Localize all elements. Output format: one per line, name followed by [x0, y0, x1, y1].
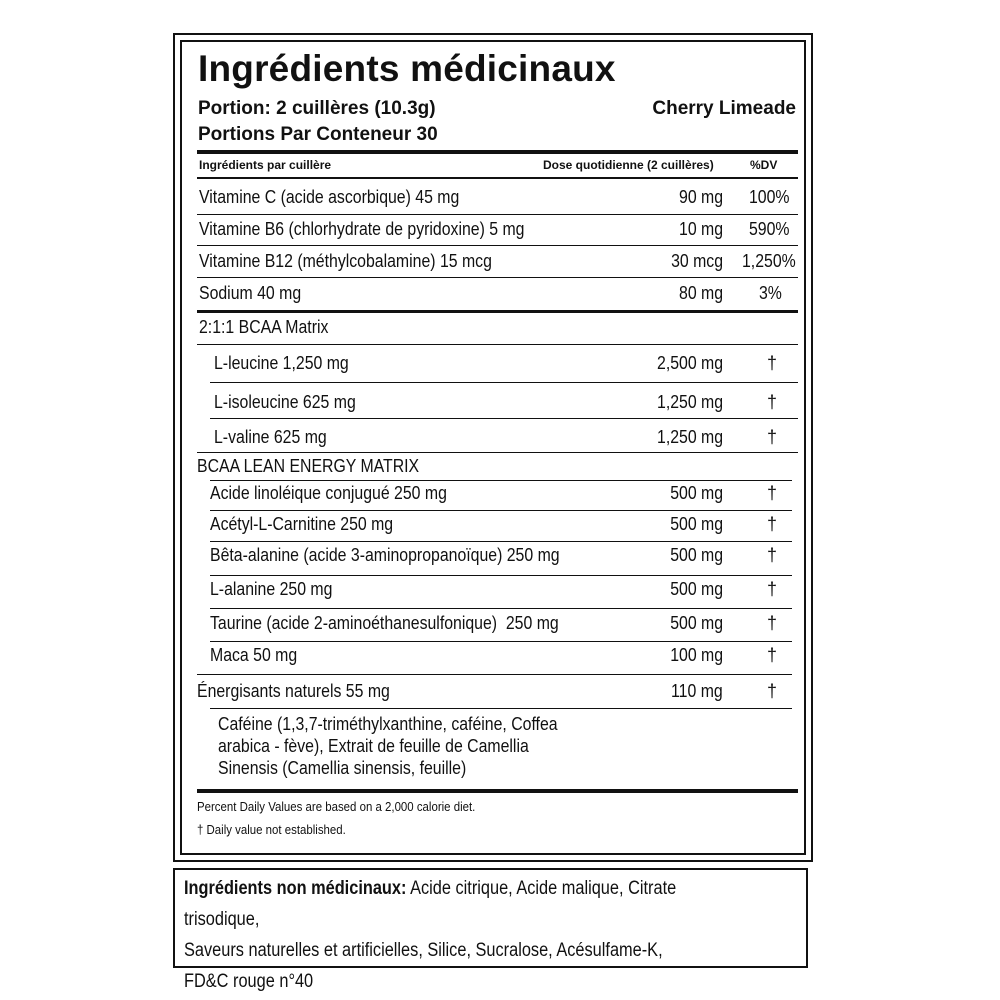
bcaa-heading: 2:1:1 BCAA Matrix	[199, 317, 329, 337]
table-row	[210, 514, 418, 535]
row-divider	[210, 382, 798, 383]
table-row	[214, 392, 375, 413]
row-divider	[210, 708, 792, 709]
portions-per-container: Portions Par Conteneur 30	[198, 124, 438, 145]
row-divider	[210, 608, 792, 609]
table-row	[210, 645, 309, 666]
row-divider	[197, 245, 798, 246]
table-row	[197, 681, 416, 702]
dose-value: 2,500 mg	[656, 353, 723, 373]
dv-value: 100%	[748, 187, 790, 207]
row-divider	[210, 418, 798, 419]
dv-value: †	[766, 353, 777, 373]
table-row	[199, 187, 495, 208]
non-medicinal-text: Ingrédients non médicinaux: Acide citrique, Acide malique, Citrate trisodique, Saveurs naturelles et artificielles, Silice, Sucralose, Acésulfame-K, FD&C rouge n°40	[184, 878, 677, 992]
footnote-dv-basis: Percent Daily Values are based on a 2,000 calorie diet.	[197, 799, 476, 814]
portion-size: Portion: 2 cuillères (10.3g)	[198, 98, 436, 119]
non-medicinal-ingredients-box	[173, 868, 808, 992]
dose-value: 1,250 mg	[656, 392, 723, 412]
dv-value: †	[766, 514, 777, 534]
ingredient-name: L-isoleucine 625 mg	[214, 392, 356, 412]
ingredient-name: L-alanine 250 mg	[210, 579, 333, 599]
table-row	[199, 283, 315, 304]
non-medicinal-label: Ingrédients non médicinaux:	[184, 878, 407, 899]
header-ingredients: Ingrédients par cuillère	[199, 158, 332, 172]
dv-value: †	[766, 545, 777, 565]
dose-value: 30 mcg	[671, 251, 723, 271]
table-row	[210, 613, 606, 634]
table-row	[199, 251, 532, 272]
thick-divider	[197, 310, 798, 313]
dose-value: 500 mg	[670, 579, 723, 599]
ingredient-name: Vitamine B6 (chlorhydrate de pyridoxine) 5 mg	[199, 219, 525, 239]
row-divider	[197, 344, 798, 345]
ingredient-name: Maca 50 mg	[210, 645, 298, 665]
dose-value: 500 mg	[670, 514, 723, 534]
dose-value: 100 mg	[670, 645, 723, 665]
dose-value: 110 mg	[671, 681, 723, 701]
row-divider	[210, 641, 792, 642]
ingredient-name: Sodium 40 mg	[199, 283, 302, 303]
dose-value: 90 mg	[678, 187, 723, 207]
table-row	[199, 219, 569, 240]
header-dv: %DV	[750, 158, 778, 172]
dv-value: 3%	[758, 283, 782, 303]
ingredient-name: Vitamine B12 (méthylcobalamine) 15 mcg	[199, 251, 492, 271]
dose-value: 80 mg	[678, 283, 723, 303]
ingredient-name: Bêta-alanine (acide 3-aminopropanoïque) 250 mg	[210, 545, 560, 565]
row-divider	[210, 575, 792, 576]
dv-value: †	[766, 645, 777, 665]
table-row	[210, 545, 607, 566]
row-divider	[197, 674, 792, 675]
dose-value: 500 mg	[670, 483, 723, 503]
row-divider	[210, 510, 792, 511]
flavor-name: Cherry Limeade	[652, 98, 796, 119]
panel-title: Ingrédients médicinaux	[198, 48, 616, 89]
ingredient-name: Taurine (acide 2-aminoéthanesulfonique) 250 mg	[210, 613, 559, 633]
table-row	[210, 483, 479, 504]
header-dose: Dose quotidienne (2 cuillères)	[543, 158, 714, 172]
row-divider	[197, 214, 798, 215]
dv-value: †	[766, 427, 777, 447]
table-row	[214, 353, 367, 374]
row-divider	[210, 541, 792, 542]
footnote-dagger: † Daily value not established.	[197, 822, 346, 837]
thick-divider	[197, 150, 798, 154]
dv-value: †	[766, 483, 777, 503]
dose-value: 1,250 mg	[656, 427, 723, 447]
table-row	[210, 579, 349, 600]
thick-divider	[197, 789, 798, 793]
dv-value: †	[766, 613, 777, 633]
dose-value: 500 mg	[670, 613, 723, 633]
ingredient-name: Acide linoléique conjugué 250 mg	[210, 483, 447, 503]
energy-detail: Caféine (1,3,7-triméthylxanthine, caféine, Coffea arabica - fève), Extrait de feuille de Camellia Sinensis (Camellia sinensis, feuille)	[218, 714, 558, 778]
row-divider	[210, 480, 792, 481]
dv-value: †	[766, 681, 777, 701]
supplement-facts-inner-border	[180, 40, 806, 855]
ingredient-name: Acétyl-L-Carnitine 250 mg	[210, 514, 394, 534]
ingredient-name: L-leucine 1,250 mg	[214, 353, 349, 373]
ingredient-name: L-valine 625 mg	[214, 427, 327, 447]
ingredient-name: Énergisants naturels 55 mg	[197, 681, 390, 701]
dv-value: †	[766, 392, 777, 412]
dv-value: 1,250%	[742, 251, 796, 271]
dv-value: †	[766, 579, 777, 599]
row-divider	[197, 452, 798, 453]
dose-value: 10 mg	[678, 219, 723, 239]
supplement-facts-panel	[173, 33, 813, 862]
dv-value: 590%	[748, 219, 790, 239]
row-divider	[197, 277, 798, 278]
lean-heading: BCAA LEAN ENERGY MATRIX	[197, 456, 420, 476]
ingredient-name: Vitamine C (acide ascorbique) 45 mg	[199, 187, 460, 207]
dose-value: 500 mg	[670, 545, 723, 565]
header-divider	[197, 177, 798, 179]
table-row	[214, 427, 342, 448]
